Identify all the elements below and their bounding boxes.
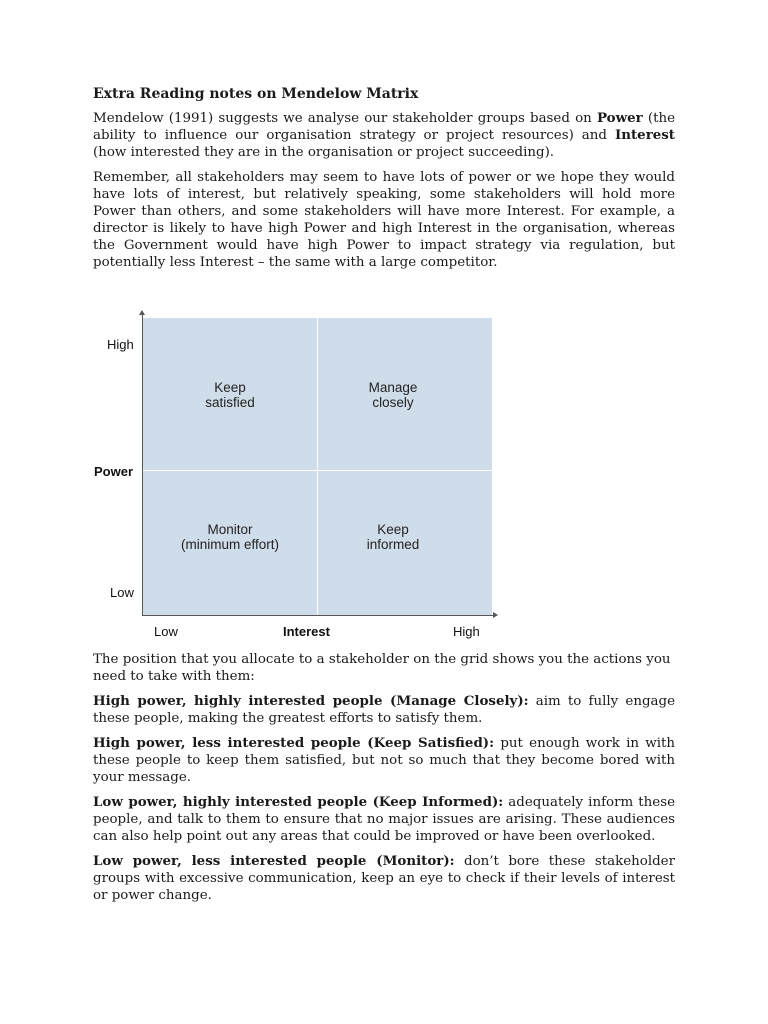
x-axis-high-label: High bbox=[453, 624, 480, 639]
x-axis-line bbox=[142, 615, 494, 616]
action-keep-informed bbox=[93, 794, 675, 845]
action-text: adequately inform these people, and talk to them to ensure that no major issues are arising. These audiences can also help point out any areas that could be improved or have been overlooked. bbox=[93, 795, 675, 844]
y-axis-low-label: Low bbox=[110, 585, 134, 600]
document-body bbox=[93, 86, 675, 279]
y-axis-title: Power bbox=[94, 464, 134, 479]
action-text: put enough work in with these people to keep them satisfied, but not so much that they become bored with your message. bbox=[93, 736, 675, 785]
intro-text-mid: (the ability to influence our organisation strategy or project resources) and bbox=[93, 111, 676, 143]
x-axis-title: Interest bbox=[283, 624, 330, 639]
grid-divider-horizontal bbox=[143, 470, 492, 471]
action-monitor bbox=[93, 853, 675, 904]
intro-text: Mendelow (1991) suggests we analyse our stakeholder groups based on bbox=[93, 111, 597, 126]
action-text: don’t bore these stakeholder groups with excessive communication, keep an eye to check if their levels of interest or power change. bbox=[93, 854, 675, 903]
matrix-grid bbox=[143, 318, 492, 615]
intro-paragraph bbox=[93, 110, 675, 161]
action-heading: Low power, less interested people (Monitor): bbox=[93, 853, 455, 869]
mendelow-matrix bbox=[93, 310, 503, 640]
quadrant-keep-satisfied bbox=[143, 380, 317, 410]
x-axis-arrow-icon bbox=[493, 612, 498, 618]
quadrant-label-line: closely bbox=[372, 395, 414, 410]
action-heading: Low power, highly interested people (Keep Informed): bbox=[93, 794, 504, 810]
y-axis-high-label: High bbox=[107, 337, 134, 352]
action-heading: High power, highly interested people (Manage Closely): bbox=[93, 693, 529, 709]
quadrant-label-line: Keep bbox=[377, 522, 409, 537]
action-text: aim to fully engage these people, making the greatest efforts to satisfy them. bbox=[93, 694, 675, 726]
quadrant-label-line: Manage bbox=[368, 380, 418, 395]
quadrant-monitor bbox=[143, 522, 317, 552]
quadrant-keep-informed bbox=[306, 522, 480, 552]
quadrant-manage-closely bbox=[306, 380, 480, 410]
document-title: Extra Reading notes on Mendelow Matrix bbox=[93, 86, 419, 102]
action-heading: High power, less interested people (Keep Satisfied): bbox=[93, 735, 495, 751]
power-term: Power bbox=[596, 110, 643, 126]
y-axis-arrow-icon bbox=[139, 310, 145, 315]
quadrant-label-line: informed bbox=[366, 537, 420, 552]
x-axis-low-label: Low bbox=[154, 624, 178, 639]
action-keep-satisfied bbox=[93, 735, 675, 786]
quadrant-label-line: Keep bbox=[214, 380, 246, 395]
intro-text-end: (how interested they are in the organisation or project succeeding). bbox=[93, 145, 555, 160]
remember-paragraph: Remember, all stakeholders may seem to have lots of power or we hope they would have lots of interest, but relatively speaking, some stakeholders will hold more Power than others, and some stakeholders will have more Interest. For example, a director is likely to have high Power and high Interest in the organisation, whereas the Government would have high Power to impact strategy via regulation, but potentially less Interest – the same with a large competitor. bbox=[93, 170, 675, 270]
y-axis-line bbox=[142, 312, 143, 615]
quadrant-label-line: (minimum effort) bbox=[180, 537, 279, 552]
quadrant-label-line: Monitor bbox=[207, 522, 253, 537]
interest-term: Interest bbox=[614, 127, 675, 143]
actions-section bbox=[93, 651, 675, 912]
action-manage-closely bbox=[93, 693, 675, 727]
position-paragraph: The position that you allocate to a stakeholder on the grid shows you the actions you need to take with them: bbox=[93, 652, 671, 684]
grid-divider-vertical bbox=[317, 318, 318, 615]
quadrant-label-line: satisfied bbox=[205, 395, 255, 410]
